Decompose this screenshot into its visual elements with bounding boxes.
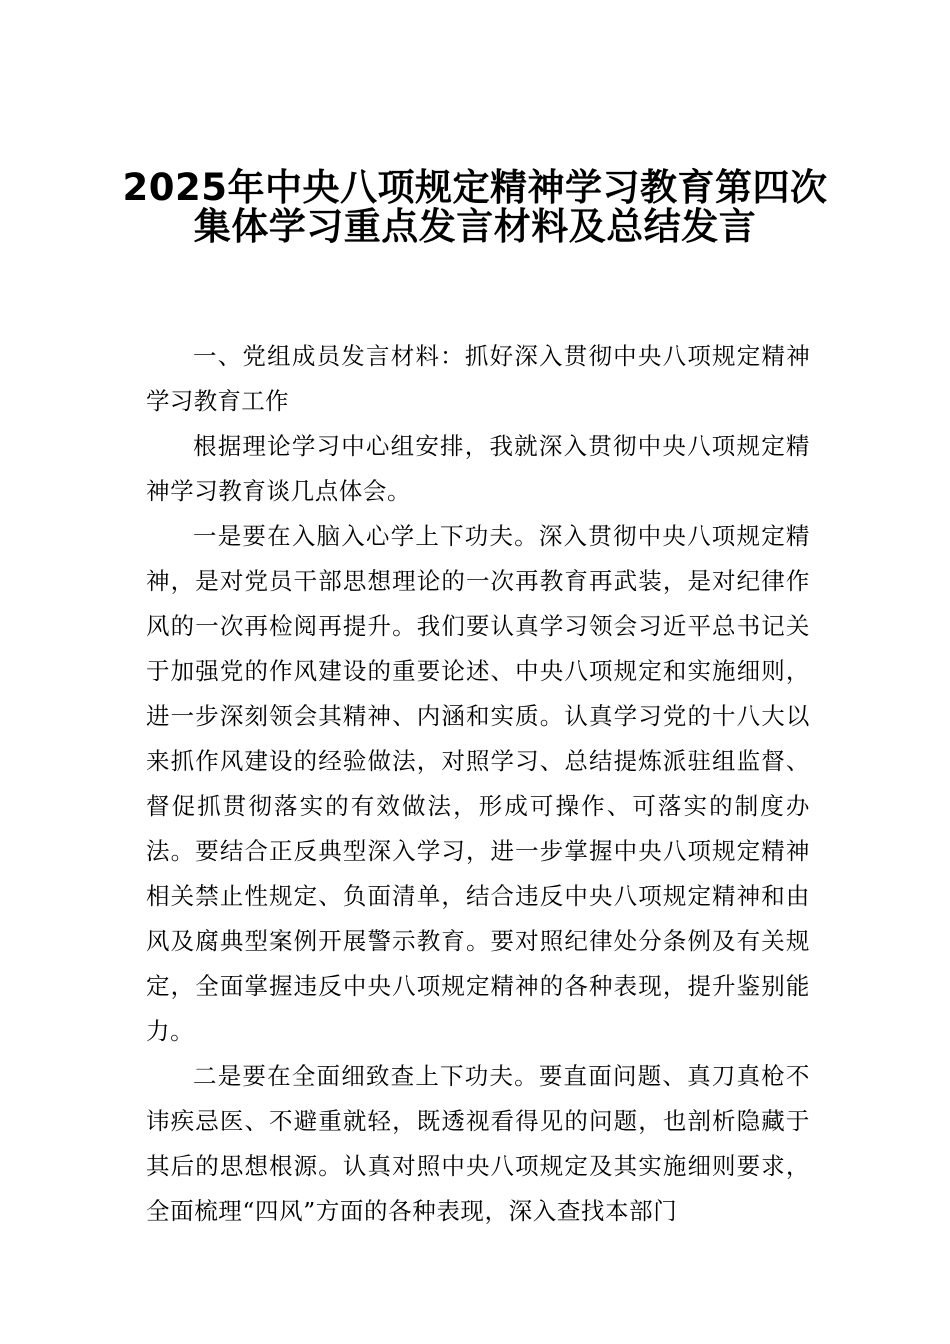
paragraph-intro: 根据理论学习中心组安排，我就深入贯彻中央八项规定精神学习教育谈几点体会。 xyxy=(146,432,810,505)
document-title-line-1: 2025年中央八项规定精神学习教育第四次 xyxy=(122,166,828,209)
document-title-line-2: 集体学习重点发言材料及总结发言 xyxy=(193,205,757,248)
section-heading: 一、党组成员发言材料：抓好深入贯彻中央八项规定精神学习教育工作 xyxy=(146,342,810,415)
paragraph-point-one: 一是要在入脑入心学上下功夫。深入贯彻中央八项规定精神，是对党员干部思想理论的一次再教育再武装，是对纪律作风的一次再检阅再提升。我们要认真学习领会习近平总书记关于加强党的作风建设的重要论述、中央八项规定和实施细则，进一步深刻领会其精神、内涵和实质。认真学习党的十八大以来抓作风建设的经验做法，对照学习、总结提炼派驻组监督、督促抓贯彻落实的有效做法，形成可操作、可落实的制度办法。要结合正反典型深入学习，进一步掌握中央八项规定精神相关禁止性规定、负面清单，结合违反中央八项规定精神和由风及腐典型案例开展警示教育。要对照纪律处分条例及有关规定，全面掌握违反中央八项规定精神的各种表现，提升鉴别能力。 xyxy=(146,522,810,1045)
paragraph-point-two: 二是要在全面细致查上下功夫。要直面问题、真刀真枪不讳疾忌医、不避重就轻，既透视看得见的问题，也剖析隐藏于其后的思想根源。认真对照中央八项规定及其实施细则要求，全面梳理“四风”方面的各种表现，深入查找本部门 xyxy=(146,1062,810,1225)
document-body xyxy=(146,334,810,1234)
